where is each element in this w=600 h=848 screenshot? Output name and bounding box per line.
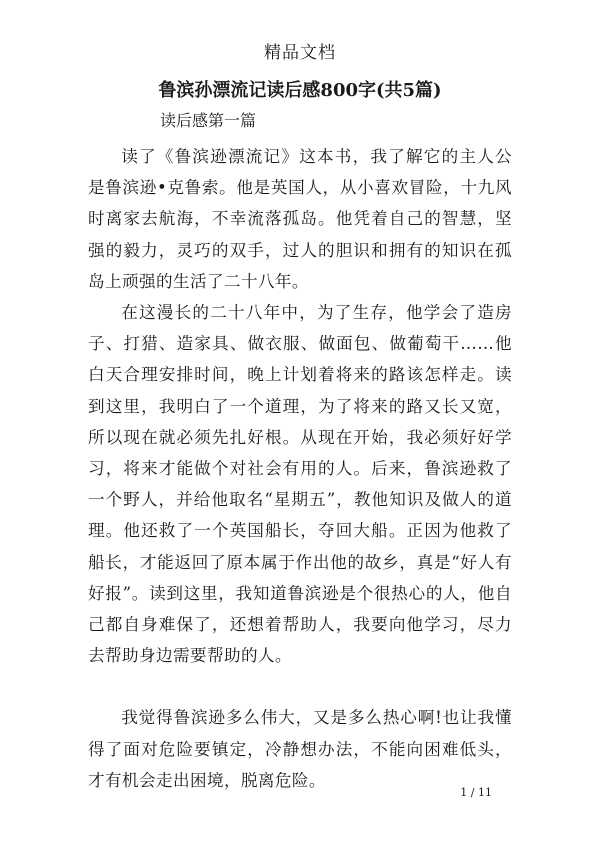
page-number: 1 / 11: [460, 786, 492, 799]
paragraph: 读了《鲁滨逊漂流记》这本书，我了解它的主人公是鲁滨逊•克鲁索。他是英国人，从小喜欢冒险，十九风时离家去航海，不幸流落孤岛。他凭着自己的智慧，坚强的毅力，灵巧的双手，过人的胆识和拥有的知识在孤岛上顽强的生活了二十八年。: [88, 147, 512, 291]
page-header: 精品文档: [264, 43, 336, 63]
section-heading: 读后感第一篇: [160, 111, 257, 130]
paragraph: 在这漫长的二十八年中，为了生存，他学会了造房子、打猎、造家具、做衣服、做面包、做葡萄干……他白天合理安排时间，晚上计划着将来的路该怎样走。读到这里，我明白了一个道理，为了将来的路又长又宽，所以现在就必须先扎好根。从现在开始，我必须好好学习，将来才能做个对社会有用的人。后来，鲁滨逊救了一个野人，并给他取名“星期五”，教他知识及做人的道理。他还救了一个英国船长，夺回大船。正因为他救了船长，才能返回了原本属于作出他的故乡，真是“好人有好报”。读到这里，我知道鲁滨逊是个很热心的人，他自己都自身难保了，还想着帮助人，我要向他学习，尽力去帮助身边需要帮助的人。: [88, 303, 512, 666]
document-title: 鲁滨孙漂流记读后感800字(共5篇): [158, 80, 442, 101]
paragraph: 我觉得鲁滨逊多么伟大，又是多么热心啊!也让我懂得了面对危险要镇定，冷静想办法，不能向困难低头，才有机会走出困境，脱离危险。: [88, 708, 512, 790]
document-body: [88, 141, 512, 796]
